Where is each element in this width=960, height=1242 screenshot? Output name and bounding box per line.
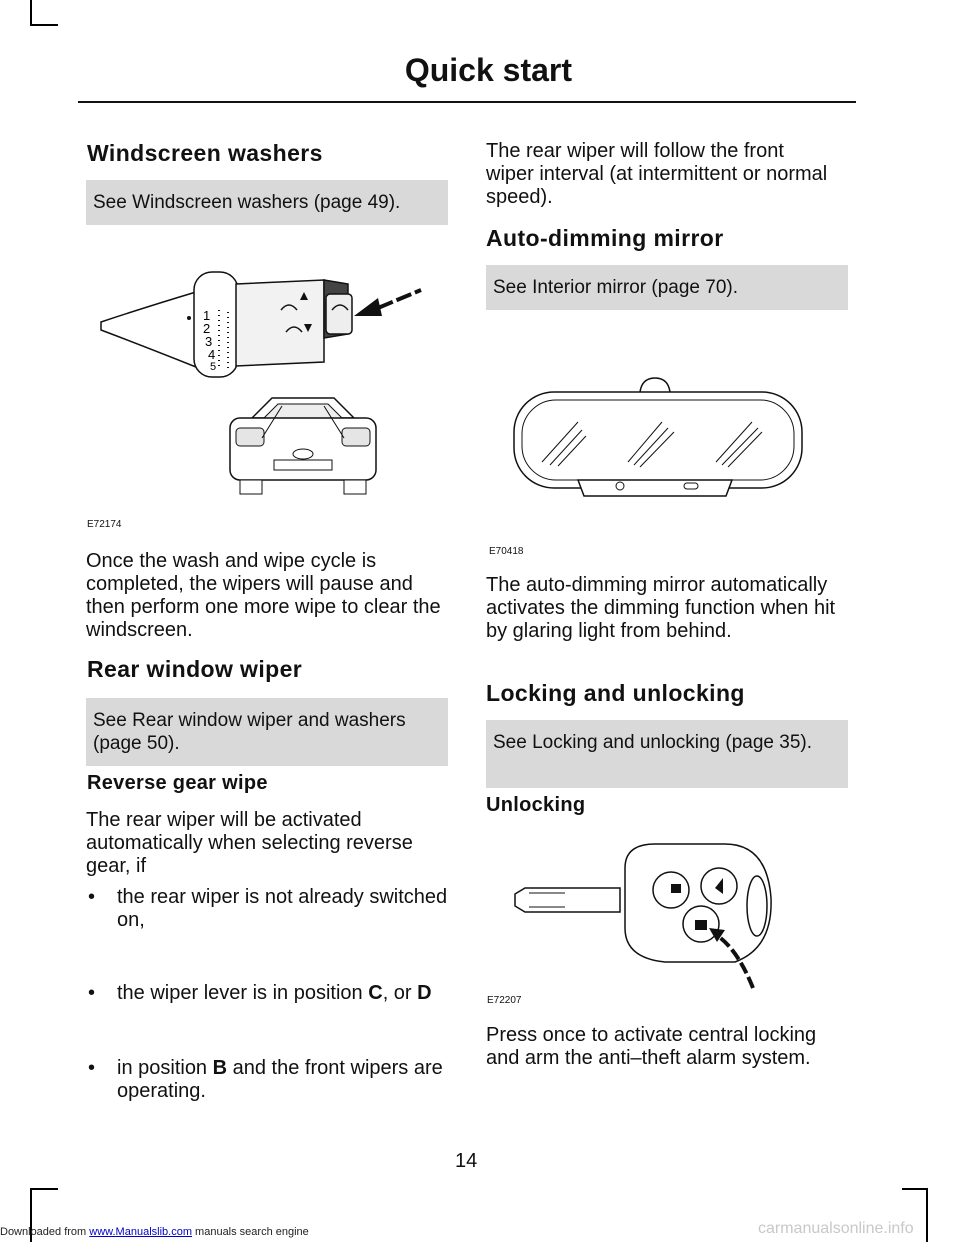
bullet-text: , or [382, 982, 418, 1004]
wiper-lever-illustration [86, 262, 448, 502]
lever-position-4: 4 [208, 347, 216, 362]
crop-mark [30, 1188, 58, 1190]
footer-prefix: Downloaded from [0, 1226, 87, 1238]
page-number: 14 [455, 1150, 478, 1172]
key-image-code: E72207 [487, 995, 522, 1006]
washers-heading: Windscreen washers [87, 140, 323, 166]
rear-follow-body: The rear wiper will follow the front wiper interval (at intermittent or normal speed). [486, 140, 828, 208]
bullet-text: the wiper lever is in position [117, 982, 369, 1004]
bullet-text: the rear wiper is not already switched on, [117, 886, 448, 931]
position-letter: C [368, 982, 383, 1004]
page-title: Quick start [404, 52, 572, 88]
lever-position-1: 1 [203, 308, 211, 323]
position-letter: D [417, 982, 432, 1004]
bullet-dot: • [88, 982, 96, 1004]
mirror-ref-box: See Interior mirror (page 70). [486, 265, 848, 310]
title-rule [78, 101, 856, 103]
rear-wiper-ref-box: See Rear window wiper and washers (page 50). [86, 698, 448, 766]
mirror-heading: Auto-dimming mirror [486, 225, 724, 251]
reverse-gear-heading: Reverse gear wipe [87, 772, 268, 794]
crop-mark [30, 24, 58, 26]
lever-position-5: 5 [210, 361, 217, 373]
washers-image-code: E72174 [87, 519, 122, 530]
mirror-image-code: E70418 [489, 546, 524, 557]
bullet-item [86, 886, 451, 932]
locking-heading: Locking and unlocking [486, 680, 745, 706]
rear-wiper-heading: Rear window wiper [87, 656, 303, 682]
footer-suffix: manuals search engine [195, 1226, 309, 1238]
bullet-dot: • [88, 886, 96, 908]
position-letter: B [212, 1057, 228, 1079]
bullet-item [86, 982, 451, 1005]
footer-link[interactable]: www.Manualslib.com [89, 1226, 192, 1238]
bullet-text: in position [117, 1057, 213, 1079]
key-body: Press once to activate central locking and arm the anti–theft alarm system. [486, 1024, 817, 1069]
key-fob-illustration [505, 838, 785, 998]
washers-ref-box: See Windscreen washers (page 49). [86, 180, 448, 225]
bullet-dot: • [88, 1057, 96, 1079]
washers-body: Once the wash and wipe cycle is completed, the wipers will pause and then perform one more wipe to clear the windscreen. [86, 550, 441, 641]
mirror-illustration [500, 370, 810, 510]
crop-mark [902, 1188, 928, 1190]
crop-mark [926, 1188, 928, 1242]
lever-position-2: 2 [203, 321, 211, 336]
footer-note [0, 1226, 309, 1238]
unlocking-heading: Unlocking [486, 794, 586, 816]
reverse-gear-body: The rear wiper will be activated automatically when selecting reverse gear, if [86, 809, 413, 877]
crop-mark [30, 0, 32, 26]
lever-position-3: 3 [205, 334, 213, 349]
bullet-text: and the front wipers are operating. [117, 1057, 443, 1102]
watermark: carmanualsonline.info [758, 1220, 914, 1237]
bullet-item [86, 1057, 451, 1103]
mirror-body: The auto-dimming mirror automatically activates the dimming function when hit by glaring light from behind. [486, 574, 836, 642]
locking-ref-box: See Locking and unlocking (page 35). [486, 720, 848, 788]
